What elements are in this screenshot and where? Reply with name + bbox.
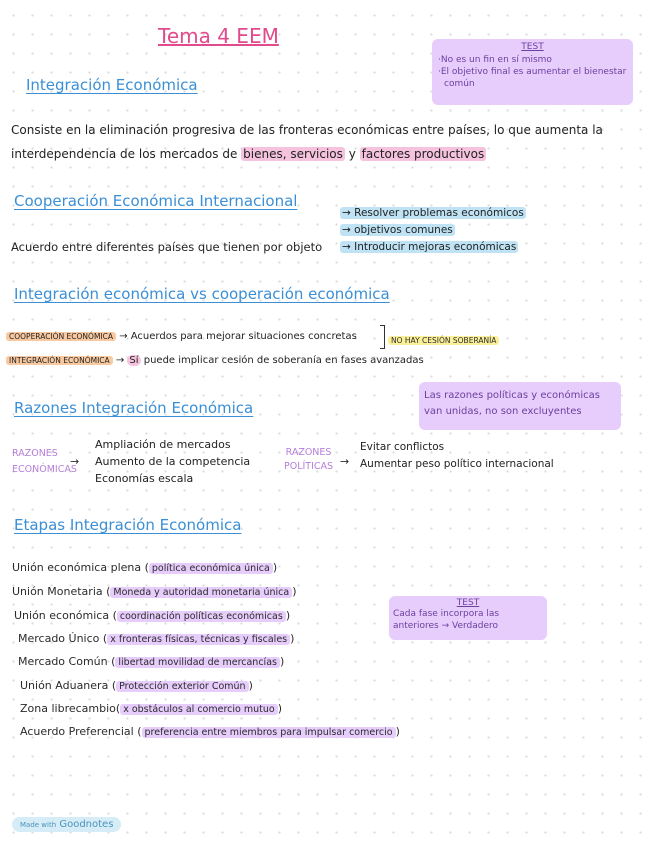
label-line: ECONÓMICAS [12, 464, 77, 475]
vs-cooperacion-row [6, 331, 357, 342]
integracion-desc: puede implicar cesión de soberanía en fases avanzadas [143, 355, 424, 366]
arrow: → [70, 455, 80, 468]
razones-politicas-list [360, 439, 554, 473]
cooperacion-objetivo-2: → objetivos comunes [342, 224, 453, 236]
cooperacion-objetivo-1: → Resolver problemas económicos [342, 207, 524, 219]
razones-note-box [419, 382, 621, 430]
section-heading-integracion: Integración Económica [26, 76, 198, 94]
integracion-paragraph-line-1: Consiste en la eliminación progresiva de las fronteras económicas entre países, lo que aumenta la [11, 123, 603, 137]
section-heading-etapas: Etapas Integración Económica [14, 516, 242, 534]
paragraph-text: interdependencia de los mercados de [11, 147, 238, 161]
list-item: Evitar conflictos [360, 441, 445, 453]
label-line: RAZONES [12, 448, 58, 459]
etapa-row: Unión Monetaria ( Moneda y autoridad monetaria única ) [12, 585, 297, 598]
cooperacion-text: Acuerdo entre diferentes países que tienen por objeto [11, 240, 323, 254]
integracion-paragraph-line-2 [11, 147, 486, 161]
section-heading-vs: Integración económica vs cooperación económica [14, 285, 390, 303]
razones-note-line: van unidas, no son excluyentes [424, 406, 582, 417]
paragraph-text: y [348, 147, 356, 161]
watermark-brand: Goodnotes [59, 819, 114, 830]
highlight-bienes-servicios: bienes, servicios [243, 147, 343, 161]
etapa-row: Zona librecambio( x obstáculos al comercio mutuo ) [20, 702, 282, 715]
label-no-cesion: NO HAY CESIÓN SOBERANÍA [388, 328, 499, 347]
test-note-line: común [444, 79, 475, 89]
etapa-row: Mercado Único ( x fronteras físicas, técnicas y fiscales ) [18, 632, 295, 645]
test-note-line: ·El objetivo final es aumentar el bienestar [438, 67, 627, 77]
page-title: Tema 4 EEM [158, 24, 279, 48]
etapa-row: Unión económica plena ( política económica única ) [12, 561, 278, 574]
list-item: Aumento de la competencia [95, 455, 251, 468]
etapas-test-box [389, 596, 547, 640]
etapa-row: Unión económica ( coordinación políticas económicas ) [14, 609, 291, 622]
etapa-row: Mercado Común ( libertad movilidad de mercancías ) [18, 655, 285, 668]
etapa-row: Acuerdo Preferencial ( preferencia entre miembros para impulsar comercio ) [20, 725, 400, 738]
vs-integracion-row [6, 355, 424, 366]
section-heading-razones: Razones Integración Económica [14, 399, 254, 417]
cooperacion-objetivo-3: → Introducir mejoras económicas [342, 241, 517, 253]
label-line: POLÍTICAS [284, 461, 334, 472]
list-item: Ampliación de mercados [95, 438, 231, 451]
razones-note-line: Las razones políticas y económicas [424, 390, 600, 401]
watermark-made-with: Made with [20, 821, 57, 829]
test-note-line: ·No es un fin en sí mismo [438, 55, 552, 65]
cooperacion-desc: → Acuerdos para mejorar situaciones concretas [119, 331, 357, 342]
razones-economicas-list [95, 436, 250, 487]
etapas-test-line: anteriores → Verdadero [393, 621, 499, 631]
test-note-box [432, 39, 633, 105]
label-integracion-economica: INTEGRACIÓN ECONÓMICA [6, 356, 113, 365]
etapas-test-title: TEST [456, 598, 480, 608]
etapas-test-line: Cada fase incorpora las [393, 609, 500, 619]
etapa-row: Unión Aduanera ( Protección exterior Común ) [20, 679, 253, 692]
razones-politicas-label [284, 446, 333, 474]
arrow: → [340, 455, 350, 468]
bracket [380, 325, 385, 349]
highlight-si: Sí [129, 355, 139, 366]
razones-economicas-label [12, 446, 80, 478]
list-item: Economías escala [95, 472, 194, 485]
list-item: Aumentar peso político internacional [360, 458, 554, 470]
label-cooperacion-economica: COOPERACIÓN ECONÓMICA [6, 332, 116, 341]
test-note-title: TEST [521, 42, 544, 52]
arrow: → [115, 355, 125, 366]
section-heading-cooperacion: Cooperación Económica Internacional [14, 192, 298, 210]
highlight-factores-productivos: factores productivos [361, 147, 485, 161]
label-line: RAZONES [285, 447, 332, 458]
goodnotes-watermark [12, 817, 121, 832]
